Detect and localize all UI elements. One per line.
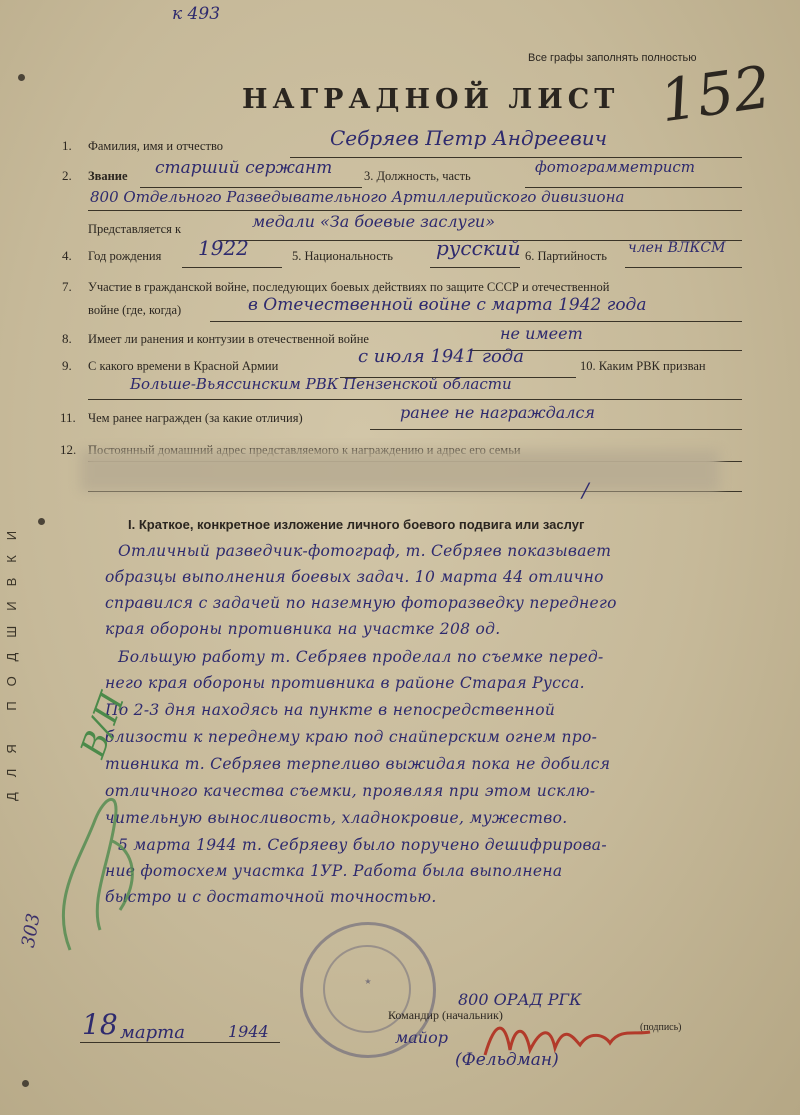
field-11-number: 11. <box>60 410 76 425</box>
field-2-label: Звание <box>88 169 128 183</box>
narrative-line: справился с задачей по наземную фоторазведку переднего <box>105 594 617 612</box>
binding-hole <box>38 518 45 525</box>
narrative-line: Большую работу т. Себряев проделал по съемке перед- <box>118 648 604 666</box>
field-8-label: Имеет ли ранения и контузии в отечественной войне <box>88 332 369 346</box>
narrative-line: Отличный разведчик-фотограф, т. Себряев показывает <box>118 542 612 560</box>
narrative-line: близости к переднему краю под снайперским огнем про- <box>105 728 598 746</box>
field-6-line <box>625 267 742 268</box>
field-1-value: Себряев Петр Андреевич <box>330 126 608 150</box>
binding-hole <box>18 74 25 81</box>
green-pencil-scribble <box>40 780 150 960</box>
seal-emblem: ★ <box>364 977 372 986</box>
red-signature <box>480 1010 660 1070</box>
signature-month: марта <box>120 1022 185 1043</box>
narrative-line: края обороны противника на участке 208 од. <box>105 620 501 638</box>
signature-name: (Фельдман) <box>455 1050 559 1070</box>
field-3-value: фотограмметрист <box>535 158 696 176</box>
field-7-line <box>210 321 742 322</box>
field-5-line <box>430 267 520 268</box>
field-4-label: Год рождения <box>88 249 162 263</box>
field-12-mark: / <box>582 478 589 502</box>
field-11-line <box>370 429 742 430</box>
field-9-value: с июля 1941 года <box>358 346 524 367</box>
field-7-label-2: войне (где, когда) <box>88 303 182 317</box>
signature-rank: майор <box>395 1028 448 1047</box>
narrative-line: него края обороны противника в районе Старая Русса. <box>105 674 585 692</box>
field-11-value: ранее не награждался <box>400 403 595 422</box>
field-10-line <box>88 399 742 400</box>
field-10-value: Больше-Вьяссинским РВК Пензенской области <box>130 375 512 393</box>
margin-code: 303 <box>17 911 45 950</box>
field-11-label: Чем ранее награжден (за какие отличия) <box>88 411 303 425</box>
field-8-number: 8. <box>62 331 72 346</box>
presented-label: Представляется к <box>88 222 182 236</box>
commander-label: Командир (начальник) <box>388 1008 503 1022</box>
redacted-address <box>80 450 720 492</box>
field-3-label: 3. Должность, часть <box>364 169 471 183</box>
narrative-line: отличного качества съемки, проявляя при этом исклю- <box>105 782 596 800</box>
green-mark: В/П <box>72 687 134 763</box>
field-10-label: 10. Каким РВК призван <box>580 359 706 373</box>
field-3-value-line-2: 800 Отдельного Разведывательного Артиллерийского дивизиона <box>90 188 625 206</box>
field-2-number: 2. <box>62 168 72 183</box>
binding-hole <box>22 1080 29 1087</box>
narrative-line: По 2-3 дня находясь на пункте в непосредственной <box>105 701 556 719</box>
signature-year: 1944 <box>228 1022 269 1041</box>
narrative-line: быстро и с достаточной точностью. <box>105 888 437 906</box>
signature-day: 18 <box>82 1008 118 1041</box>
narrative-line: ние фотосхем участка 1УР. Работа была выполнена <box>105 862 563 880</box>
archive-ref: к 493 <box>172 4 221 24</box>
narrative-line: 5 марта 1944 т. Себряеву было поручено дешифрирова- <box>118 836 607 854</box>
field-9-label: С какого времени в Красной Армии <box>88 359 279 373</box>
field-12-number: 12. <box>60 442 77 457</box>
field-1-label: Фамилия, имя и отчество <box>88 139 224 153</box>
field-7-label: Участие в гражданской войне, последующих боевых действиях по защите СССР и отечественной <box>88 280 610 294</box>
field-7-number: 7. <box>62 279 72 294</box>
field-6-value: член ВЛКСМ <box>628 240 726 256</box>
field-7-value: в Отечественной войне с марта 1942 года <box>248 295 647 315</box>
page-title: НАГРАДНОЙ ЛИСТ <box>242 84 620 115</box>
field-4-number: 4. <box>62 248 72 263</box>
field-1-number: 1. <box>62 138 72 153</box>
field-6-label: 6. Партийность <box>525 249 607 263</box>
signature-hint: (подпись) <box>640 1022 682 1033</box>
field-2-value: старший сержант <box>155 158 333 178</box>
field-8-value: не имеет <box>500 324 583 343</box>
field-4-line <box>182 267 282 268</box>
narrative-line: образцы выполнения боевых задач. 10 марта 44 отлично <box>105 568 604 586</box>
field-4-value: 1922 <box>198 236 249 260</box>
field-3-line-2 <box>88 210 742 211</box>
field-5-label: 5. Национальность <box>292 249 393 263</box>
narrative-line: тивника т. Себряев терпеливо выжидая пока не добился <box>105 755 611 773</box>
fill-notice: Все графы заполнять полностью <box>528 52 697 64</box>
page-number: 152 <box>655 52 775 136</box>
field-5-value: русский <box>436 236 521 260</box>
field-9-number: 9. <box>62 358 72 373</box>
presented-value: медали «За боевые заслуги» <box>252 212 496 231</box>
narrative-line: чительную выносливость, хладнокровие, мужество. <box>105 809 568 827</box>
side-binding-text: ДЛЯ ПОДШИВКИ <box>4 515 19 801</box>
signature-unit: 800 ОРАД РГК <box>458 990 582 1009</box>
section-title: I. Краткое, конкретное изложение личного боевого подвига или заслуг <box>128 517 585 532</box>
